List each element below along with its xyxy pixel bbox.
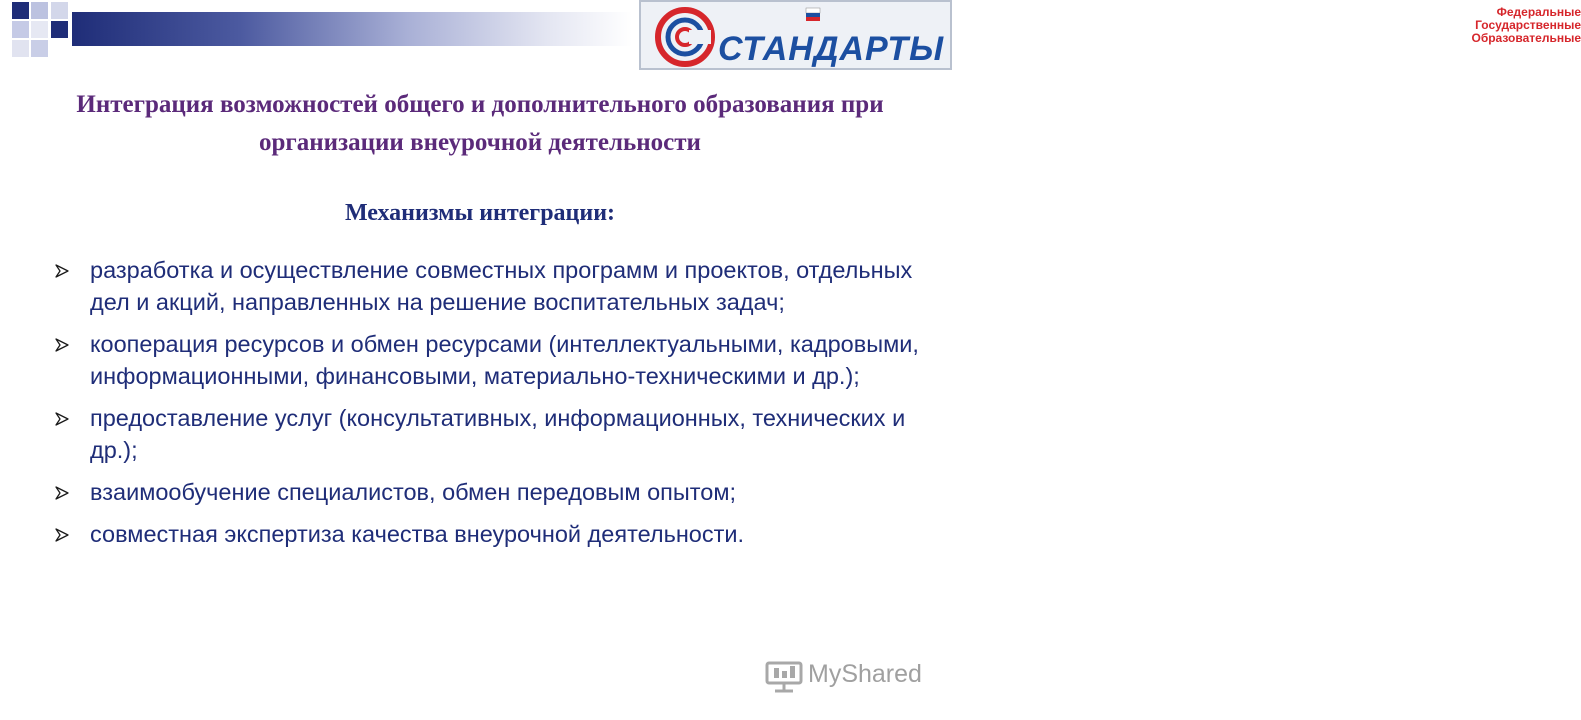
decor-square xyxy=(12,40,29,57)
slide-title: Интеграция возможностей общего и дополнительного образования при организации внеурочной деятельности xyxy=(76,91,884,156)
list-item-text: кооперация ресурсов и обмен ресурсами (интеллектуальными, кадровыми, информационными, финансовыми, материально-техническими и др.); xyxy=(90,331,919,389)
arrowhead-bullet-icon xyxy=(55,338,69,352)
decor-square xyxy=(51,21,68,38)
logo-line-1: Федеральные xyxy=(1496,5,1581,19)
list-item-text: взаимообучение специалистов, обмен передовым опытом; xyxy=(90,479,737,505)
list-item xyxy=(55,476,935,508)
arrowhead-bullet-icon xyxy=(55,412,69,426)
watermark-text: MyShared xyxy=(808,660,922,688)
decor-square xyxy=(12,21,29,38)
decor-square xyxy=(31,2,48,19)
decor-square xyxy=(31,21,48,38)
decor-square xyxy=(12,2,29,19)
arrowhead-bullet-icon xyxy=(55,528,69,542)
mechanisms-list xyxy=(55,254,935,560)
arrowhead-bullet-icon xyxy=(55,486,69,500)
list-item xyxy=(55,518,935,550)
decor-square xyxy=(51,2,68,19)
decor-square xyxy=(31,40,48,57)
logo-line-2: Государственные xyxy=(1475,18,1581,32)
list-item xyxy=(55,328,935,392)
list-item-text: предоставление услуг (консультативных, информационных, технических и др.); xyxy=(90,405,906,463)
list-item-text: совместная экспертиза качества внеурочной деятельности. xyxy=(90,521,745,547)
list-item xyxy=(55,254,935,318)
header-gradient-bar xyxy=(72,12,632,46)
list-item xyxy=(55,402,935,466)
logo-wordmark: СТАНДАРТЫ xyxy=(718,30,945,68)
slide-subtitle: Механизмы интеграции: xyxy=(344,200,616,226)
arrowhead-bullet-icon xyxy=(55,264,69,278)
logo-line-3: Образовательные xyxy=(1471,31,1581,45)
list-item-text: разработка и осуществление совместных программ и проектов, отдельных дел и акций, направленных на решение воспитательных задач; xyxy=(90,257,913,315)
